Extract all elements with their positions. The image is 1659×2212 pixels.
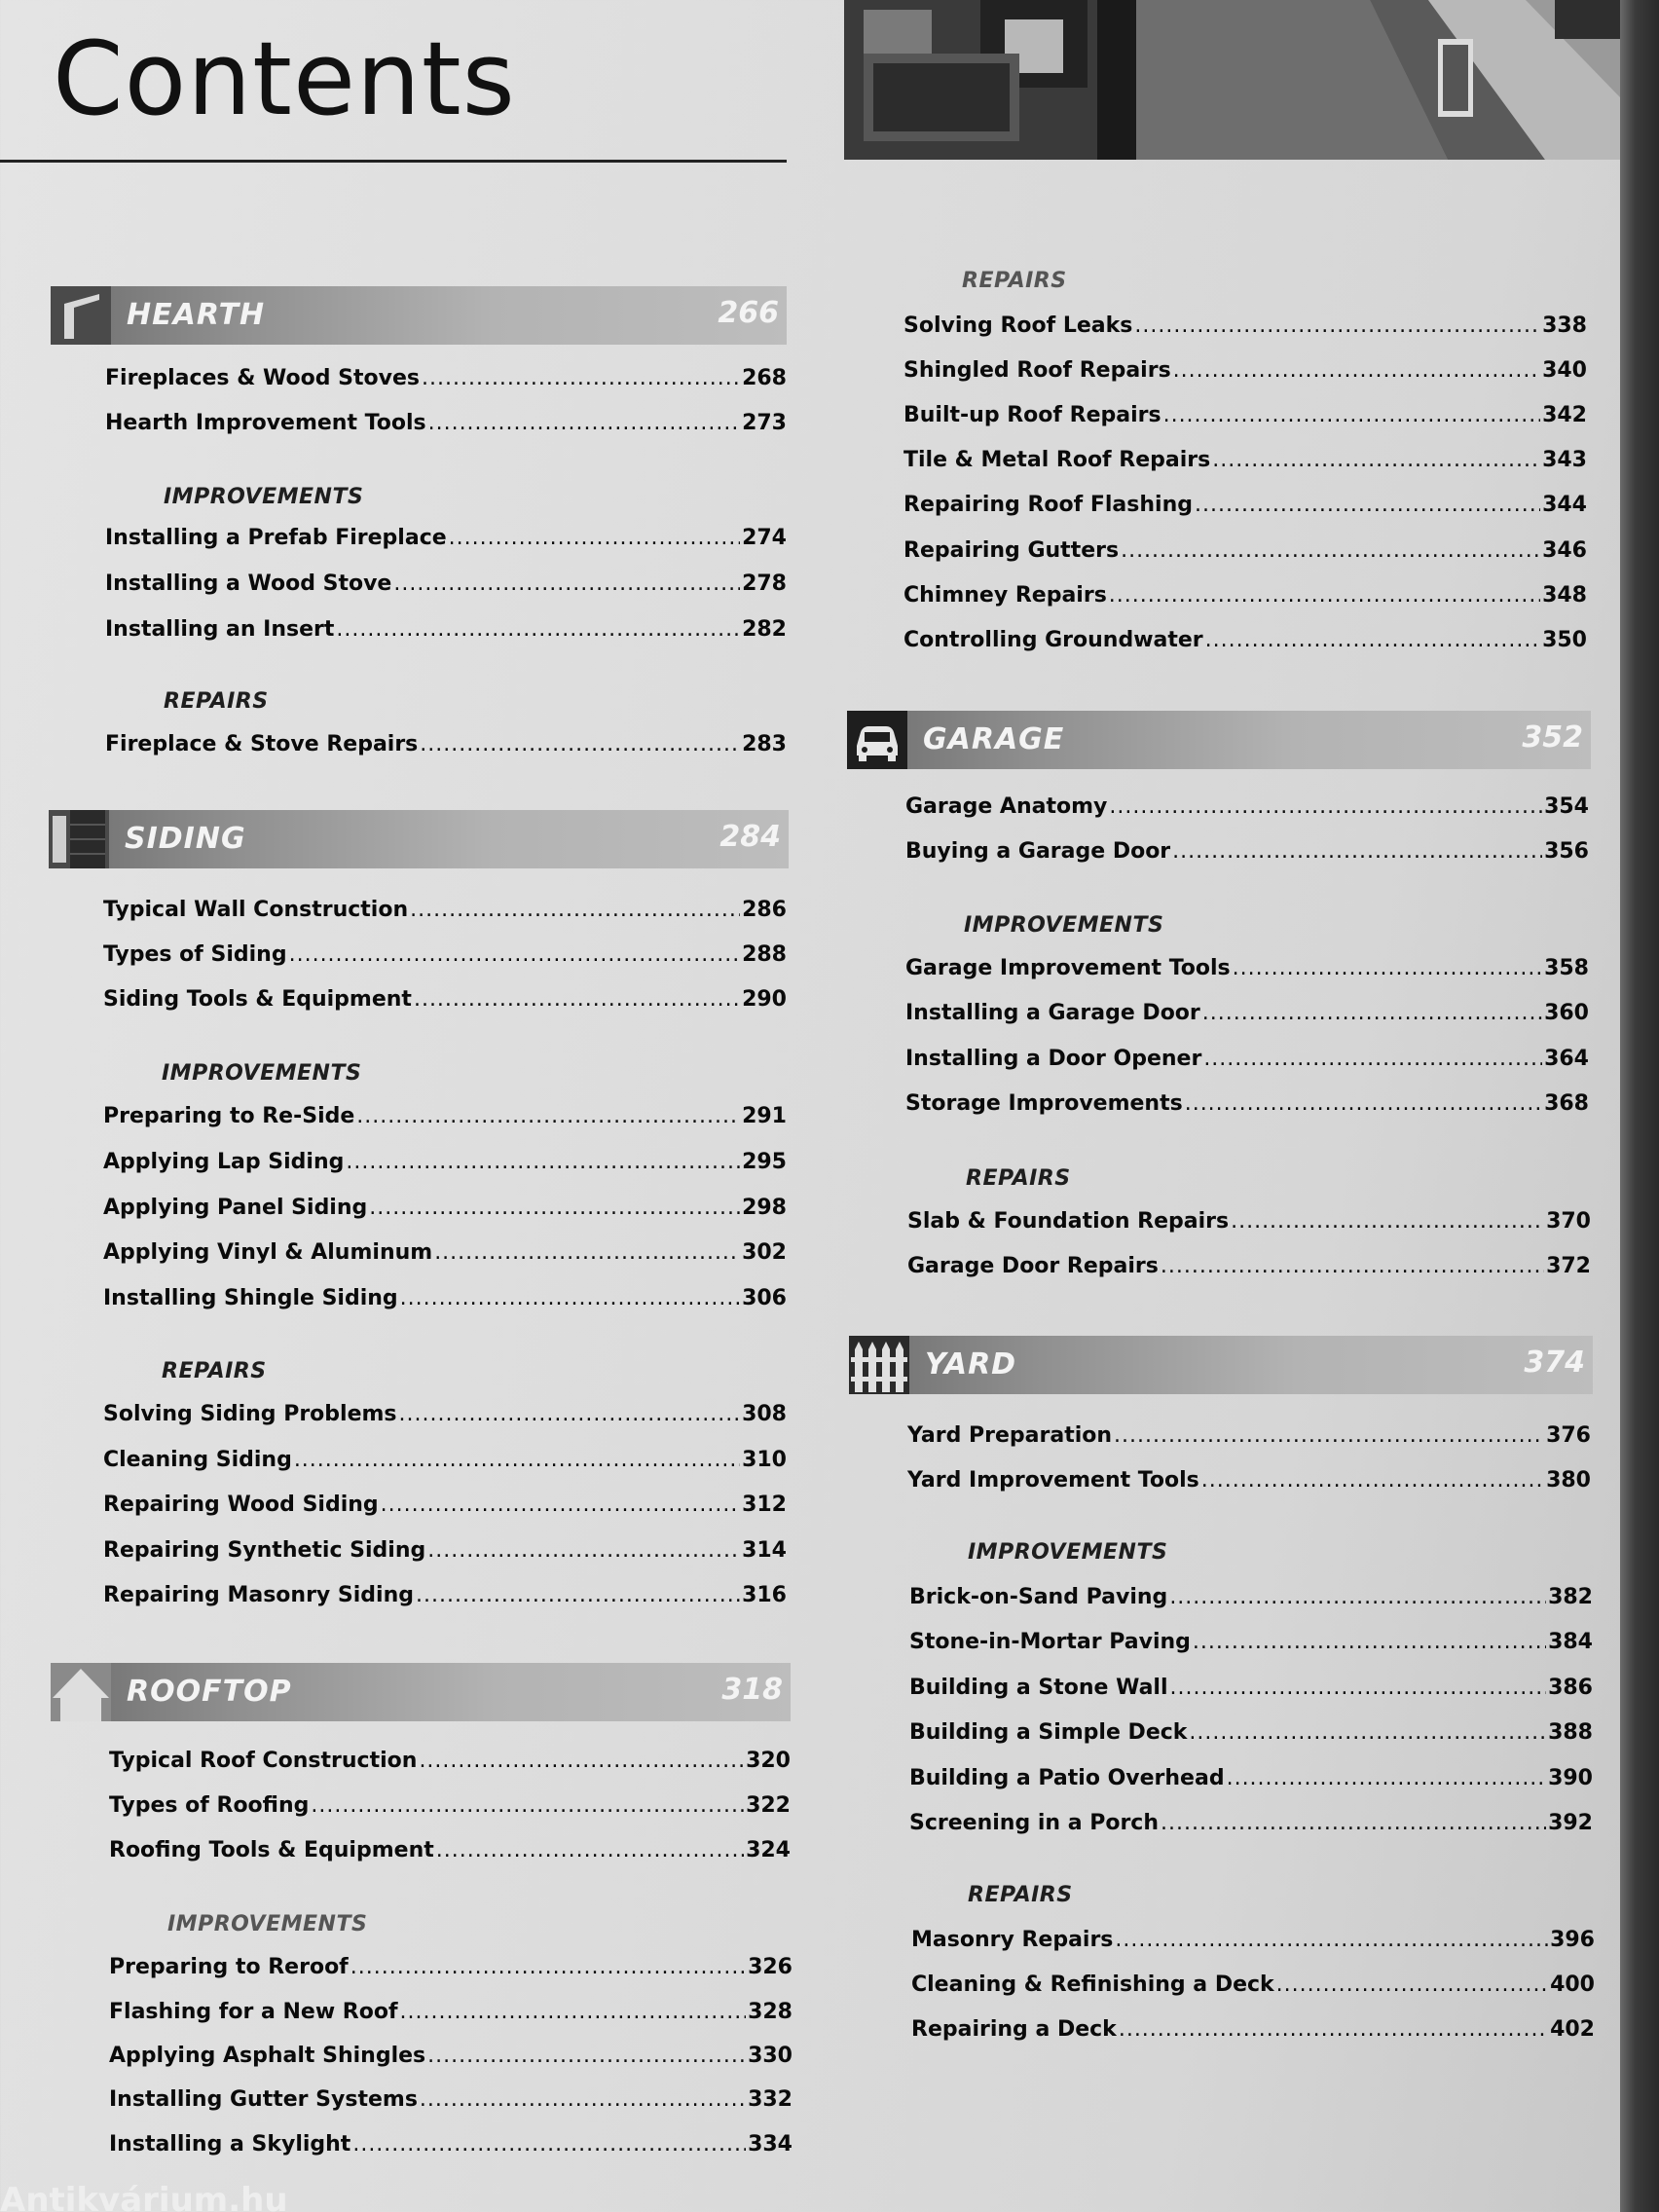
car-icon: [847, 711, 907, 769]
toc-entry[interactable]: Garage Improvement Tools ..... 358: [905, 956, 1589, 985]
toc-entry[interactable]: Applying Panel Siding ..... 298: [103, 1196, 787, 1225]
toc-entry[interactable]: Storage Improvements ..... 368: [905, 1091, 1589, 1121]
toc-entry[interactable]: Building a Stone Wall ..... 386: [909, 1676, 1593, 1705]
toc-entry[interactable]: Installing a Skylight ..... 334: [109, 2132, 793, 2161]
toc-entry[interactable]: Roofing Tools & Equipment ..... 324: [109, 1838, 791, 1867]
title-rule: [0, 160, 787, 163]
siding-icon: [49, 810, 109, 868]
toc-entry[interactable]: Installing an Insert ..... 282: [105, 617, 787, 646]
toc-entry[interactable]: Installing a Wood Stove ..... 278: [105, 571, 787, 601]
toc-entry[interactable]: Fireplaces & Wood Stoves ..... 268: [105, 366, 787, 395]
toc-entry[interactable]: Installing Gutter Systems ..... 332: [109, 2087, 793, 2117]
fence-icon: [849, 1336, 909, 1394]
subhead-improvements: IMPROVEMENTS: [162, 1061, 362, 1086]
section-page-siding: 284: [719, 820, 781, 854]
toc-entry[interactable]: Applying Asphalt Shingles ..... 330: [109, 2044, 793, 2073]
roof-icon: [51, 1663, 111, 1721]
toc-entry[interactable]: Flashing for a New Roof ..... 328: [109, 2000, 793, 2029]
toc-entry[interactable]: Applying Vinyl & Aluminum ..... 302: [103, 1240, 787, 1270]
toc-entry[interactable]: Solving Siding Problems ..... 308: [103, 1402, 787, 1431]
toc-entry[interactable]: Siding Tools & Equipment ..... 290: [103, 987, 787, 1016]
toc-entry[interactable]: Screening in a Porch ..... 392: [909, 1811, 1593, 1840]
toc-entry[interactable]: Hearth Improvement Tools ..... 273: [105, 411, 787, 440]
section-title-hearth: HEARTH: [127, 298, 266, 332]
section-banner-yard: [849, 1336, 1593, 1394]
toc-entry[interactable]: Building a Simple Deck ..... 388: [909, 1720, 1593, 1750]
subhead-improvements: IMPROVEMENTS: [167, 1912, 368, 1936]
section-page-rooftop: 318: [721, 1673, 783, 1707]
toc-entry[interactable]: Applying Lap Siding ..... 295: [103, 1150, 787, 1179]
subhead-repairs: REPAIRS: [966, 1166, 1071, 1191]
toc-entry[interactable]: Types of Roofing ..... 322: [109, 1793, 791, 1823]
toc-entry[interactable]: Installing a Prefab Fireplace ..... 274: [105, 526, 787, 555]
watermark: Antikvárium.hu: [0, 2181, 288, 2212]
toc-entry[interactable]: Cleaning Siding ..... 310: [103, 1448, 787, 1477]
subhead-repairs: REPAIRS: [162, 1359, 267, 1383]
toc-entry[interactable]: Yard Improvement Tools ..... 380: [907, 1468, 1591, 1497]
toc-entry[interactable]: Masonry Repairs ..... 396: [911, 1928, 1595, 1957]
hearth-icon: [51, 286, 111, 345]
toc-entry[interactable]: Buying a Garage Door ..... 356: [905, 839, 1589, 868]
toc-entry[interactable]: Typical Wall Construction ..... 286: [103, 898, 787, 927]
section-page-hearth: 266: [718, 296, 779, 330]
toc-entry[interactable]: Types of Siding ..... 288: [103, 942, 787, 972]
toc-entry[interactable]: Preparing to Reroof ..... 326: [109, 1955, 793, 1984]
toc-entry[interactable]: Controlling Groundwater ..... 350: [903, 628, 1587, 657]
toc-entry[interactable]: Garage Door Repairs ..... 372: [907, 1254, 1591, 1283]
toc-entry[interactable]: Cleaning & Refinishing a Deck ..... 400: [911, 1972, 1595, 2002]
toc-entry[interactable]: Repairing a Deck ..... 402: [911, 2017, 1595, 2046]
section-banner-siding: [49, 810, 789, 868]
toc-entry[interactable]: Brick-on-Sand Paving ..... 382: [909, 1585, 1593, 1614]
toc-entry[interactable]: Repairing Wood Siding ..... 312: [103, 1493, 787, 1522]
section-page-garage: 352: [1522, 720, 1583, 755]
toc-entry[interactable]: Repairing Synthetic Siding ..... 314: [103, 1538, 787, 1567]
toc-entry[interactable]: Stone-in-Mortar Paving ..... 384: [909, 1630, 1593, 1659]
toc-entry[interactable]: Tile & Metal Roof Repairs ..... 343: [903, 448, 1587, 477]
subhead-improvements: IMPROVEMENTS: [964, 913, 1164, 938]
toc-entry[interactable]: Yard Preparation ..... 376: [907, 1423, 1591, 1453]
fireplace-photo: [844, 0, 1136, 160]
section-title-yard: YARD: [925, 1347, 1017, 1382]
page-title: Contents: [53, 19, 516, 138]
toc-entry[interactable]: Shingled Roof Repairs ..... 340: [903, 358, 1587, 387]
toc-entry[interactable]: Garage Anatomy ..... 354: [905, 794, 1589, 824]
toc-entry[interactable]: Repairing Gutters ..... 346: [903, 538, 1587, 568]
toc-entry[interactable]: Built-up Roof Repairs ..... 342: [903, 403, 1587, 432]
toc-entry[interactable]: Solving Roof Leaks ..... 338: [903, 313, 1587, 343]
section-banner-rooftop: [51, 1663, 791, 1721]
toc-entry[interactable]: Installing a Garage Door ..... 360: [905, 1001, 1589, 1030]
toc-entry[interactable]: Repairing Roof Flashing ..... 344: [903, 493, 1587, 522]
subhead-repairs: REPAIRS: [164, 689, 269, 714]
toc-entry[interactable]: Preparing to Re-Side ..... 291: [103, 1104, 787, 1133]
toc-entry[interactable]: Repairing Masonry Siding ..... 316: [103, 1583, 787, 1612]
toc-entry[interactable]: Building a Patio Overhead ..... 390: [909, 1766, 1593, 1795]
toc-entry[interactable]: Slab & Foundation Repairs ..... 370: [907, 1209, 1591, 1238]
toc-entry[interactable]: Typical Roof Construction ..... 320: [109, 1749, 791, 1778]
section-banner-garage: [847, 711, 1591, 769]
section-title-garage: GARAGE: [923, 722, 1065, 756]
section-title-siding: SIDING: [125, 822, 246, 856]
toc-entry[interactable]: Fireplace & Stove Repairs ..... 283: [105, 732, 787, 761]
subhead-improvements: IMPROVEMENTS: [164, 485, 364, 509]
section-title-rooftop: ROOFTOP: [127, 1675, 292, 1709]
toc-entry[interactable]: Installing Shingle Siding ..... 306: [103, 1286, 787, 1315]
toc-entry[interactable]: Installing a Door Opener ..... 364: [905, 1047, 1589, 1076]
page-binding-edge: [1620, 0, 1659, 2212]
subhead-repairs: REPAIRS: [962, 269, 1067, 293]
section-page-yard: 374: [1524, 1346, 1585, 1380]
subhead-repairs: REPAIRS: [968, 1883, 1073, 1907]
section-banner-hearth: [51, 286, 787, 345]
house-roof-photo: [1136, 0, 1620, 160]
subhead-improvements: IMPROVEMENTS: [968, 1540, 1168, 1565]
toc-entry[interactable]: Chimney Repairs ..... 348: [903, 583, 1587, 612]
